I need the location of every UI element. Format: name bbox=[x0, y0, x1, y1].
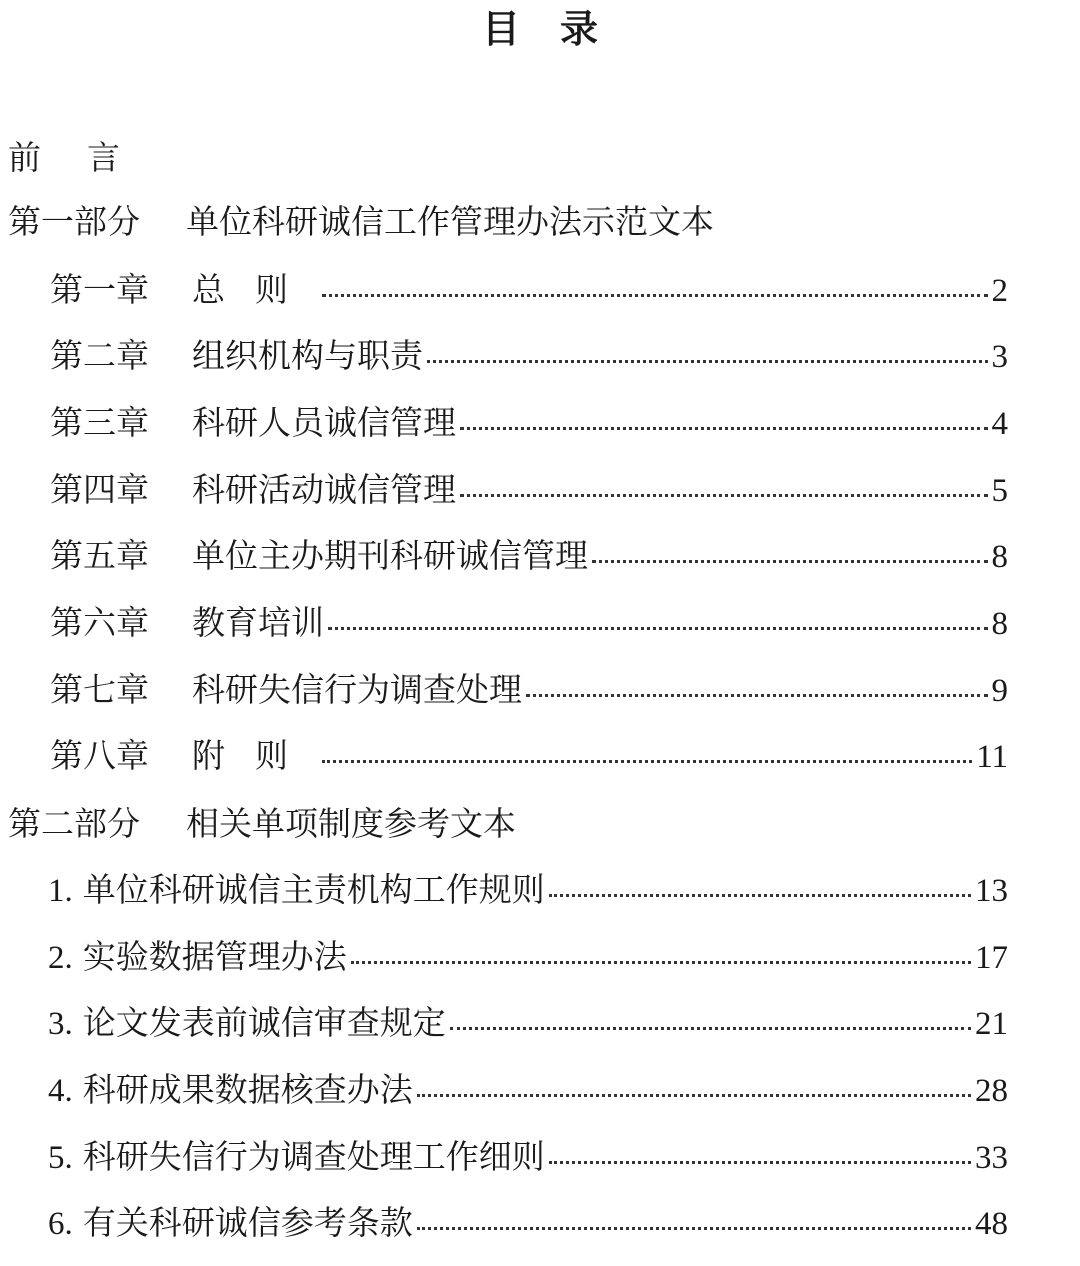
page-number: 48 bbox=[975, 1206, 1008, 1242]
item-number: 2. bbox=[48, 940, 73, 976]
chapter-title: 科研人员诚信管理 bbox=[192, 403, 456, 442]
dot-leader bbox=[450, 1027, 971, 1030]
page-number: 13 bbox=[975, 873, 1008, 909]
page-number: 21 bbox=[975, 1006, 1008, 1042]
dot-leader bbox=[322, 760, 972, 763]
toc-entry-chapter-4[interactable] bbox=[50, 468, 1008, 512]
toc-entry-item-5[interactable] bbox=[48, 1135, 1008, 1179]
dot-leader bbox=[351, 961, 971, 964]
chapter-title: 附则 bbox=[192, 736, 318, 775]
dot-leader bbox=[328, 627, 988, 630]
page-number: 8 bbox=[991, 606, 1008, 642]
item-title: 有关科研诚信参考条款 bbox=[82, 1203, 413, 1242]
chapter-label: 第七章 bbox=[50, 670, 149, 709]
part-one-heading[interactable] bbox=[8, 200, 1080, 244]
chapter-title: 单位主办期刊科研诚信管理 bbox=[192, 536, 588, 575]
item-number: 6. bbox=[48, 1206, 73, 1242]
chapter-label: 第四章 bbox=[50, 470, 149, 509]
item-title: 科研失信行为调查处理工作细则 bbox=[82, 1137, 545, 1176]
toc-entry-item-2[interactable] bbox=[48, 935, 1008, 979]
page-number: 9 bbox=[991, 673, 1008, 709]
chapter-title: 组织机构与职责 bbox=[192, 336, 423, 375]
page-number: 2 bbox=[991, 273, 1008, 309]
page-number: 4 bbox=[991, 406, 1008, 442]
chapter-label: 第六章 bbox=[50, 603, 149, 642]
toc-entry-chapter-5[interactable] bbox=[50, 534, 1008, 578]
part-label: 第一部分 bbox=[8, 202, 140, 241]
dot-leader bbox=[460, 494, 988, 497]
item-number: 1. bbox=[48, 873, 73, 909]
page-number: 11 bbox=[976, 739, 1008, 775]
page-number: 17 bbox=[975, 940, 1008, 976]
dot-leader bbox=[460, 427, 988, 430]
toc-entry-chapter-6[interactable] bbox=[50, 601, 1008, 645]
chapter-title: 教育培训 bbox=[192, 603, 324, 642]
page-number: 5 bbox=[991, 473, 1008, 509]
toc-entry-item-1[interactable] bbox=[48, 868, 1008, 912]
part-two-heading[interactable] bbox=[8, 802, 1080, 846]
toc-entry-item-6[interactable] bbox=[48, 1201, 1008, 1245]
chapter-title: 科研失信行为调查处理 bbox=[192, 670, 522, 709]
dot-leader bbox=[427, 360, 988, 363]
dot-leader bbox=[549, 894, 971, 897]
dot-leader bbox=[549, 1161, 971, 1164]
chapter-title: 科研活动诚信管理 bbox=[192, 470, 456, 509]
toc-entry-chapter-2[interactable] bbox=[50, 334, 1008, 378]
page-title: 目录 bbox=[481, 7, 638, 51]
part-title: 单位科研诚信工作管理办法示范文本 bbox=[186, 202, 714, 241]
chapter-label: 第八章 bbox=[50, 736, 149, 775]
chapter-label: 第二章 bbox=[50, 336, 149, 375]
item-number: 5. bbox=[48, 1140, 73, 1176]
dot-leader bbox=[592, 560, 988, 563]
dot-leader bbox=[526, 694, 988, 697]
page-number: 3 bbox=[991, 339, 1008, 375]
chapter-label: 第三章 bbox=[50, 403, 149, 442]
chapter-label: 第五章 bbox=[50, 536, 149, 575]
foreword-entry[interactable]: 前言 bbox=[8, 138, 166, 177]
item-title: 实验数据管理办法 bbox=[82, 937, 347, 976]
toc-entry-chapter-8[interactable] bbox=[50, 734, 1008, 778]
toc-entry-chapter-3[interactable] bbox=[50, 401, 1008, 445]
part-title: 相关单项制度参考文本 bbox=[186, 804, 516, 843]
toc-entry-chapter-7[interactable] bbox=[50, 668, 1008, 712]
page-number: 33 bbox=[975, 1140, 1008, 1176]
dot-leader bbox=[417, 1094, 971, 1097]
toc-entry-chapter-1[interactable] bbox=[50, 268, 1008, 312]
dot-leader bbox=[322, 294, 988, 297]
toc-entry-item-4[interactable] bbox=[48, 1068, 1008, 1112]
chapter-label: 第一章 bbox=[50, 270, 149, 309]
page-number: 8 bbox=[991, 539, 1008, 575]
item-title: 论文发表前诚信审查规定 bbox=[82, 1003, 446, 1042]
item-title: 科研成果数据核查办法 bbox=[82, 1070, 413, 1109]
item-number: 4. bbox=[48, 1073, 73, 1109]
page-number: 28 bbox=[975, 1073, 1008, 1109]
toc-entry-item-3[interactable] bbox=[48, 1001, 1008, 1045]
chapter-title: 总则 bbox=[192, 270, 318, 309]
item-number: 3. bbox=[48, 1006, 73, 1042]
dot-leader bbox=[417, 1227, 971, 1230]
part-label: 第二部分 bbox=[8, 804, 140, 843]
item-title: 单位科研诚信主责机构工作规则 bbox=[82, 870, 545, 909]
